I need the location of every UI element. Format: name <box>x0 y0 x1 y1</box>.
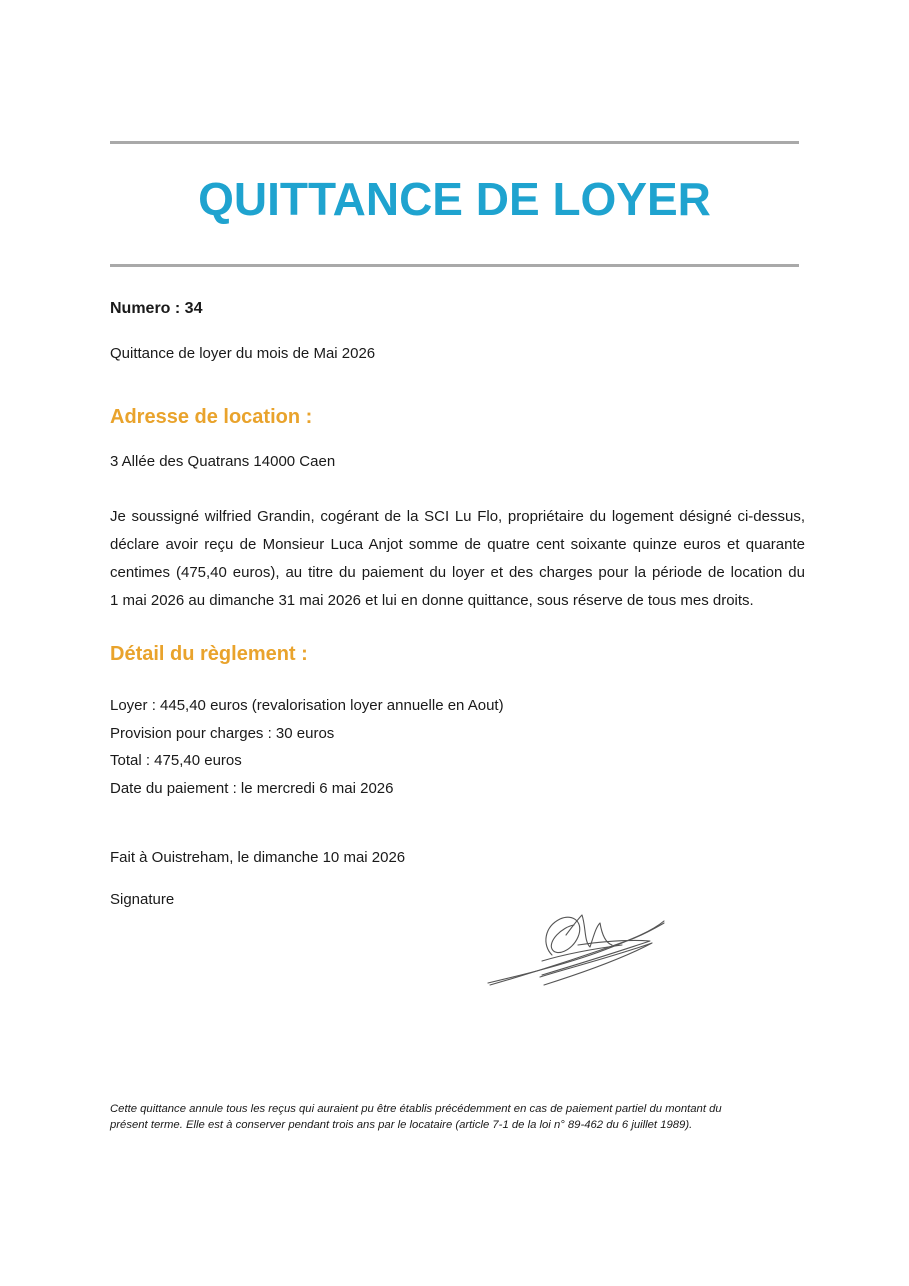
rental-address: 3 Allée des Quatrans 14000 Caen <box>110 453 336 470</box>
receipt-number: Numero : 34 <box>110 300 203 317</box>
declaration-line: 1 mai 2026 au dimanche 31 mai 2026 et lui en donne quittance, sous réserve de tous mes droits. <box>110 592 754 609</box>
declaration-paragraph <box>110 503 805 615</box>
detail-total: Total : 475,40 euros <box>110 752 242 769</box>
detail-payment-date: Date du paiement : le mercredi 6 mai 2026 <box>110 780 394 797</box>
place-and-date: Fait à Ouistreham, le dimanche 10 mai 2026 <box>110 849 406 866</box>
footer-note-line: présent terme. Elle est à conserver pendant trois ans par le locataire (article 7-1 de la loi n° 89-462 du 6 juillet 1989). <box>110 1119 693 1131</box>
footer-legal-note <box>110 1101 799 1133</box>
top-divider <box>110 141 799 144</box>
detail-rent: Loyer : 445,40 euros (revalorisation loyer annuelle en Aout) <box>110 697 504 714</box>
document-title: QUITTANCE DE LOYER <box>198 173 711 225</box>
footer-note-line: Cette quittance annule tous les reçus qui auraient pu être établis précédemment en cas de paiement partiel du montant du <box>110 1103 722 1115</box>
payment-detail-heading: Détail du règlement : <box>110 643 308 665</box>
address-heading: Adresse de location : <box>110 406 313 428</box>
declaration-line: déclare avoir reçu de Monsieur Luca Anjot somme de quatre cent soixante quinze euros et quarante <box>110 536 805 553</box>
signature-label: Signature <box>110 891 175 908</box>
declaration-line: centimes (475,40 euros), au titre du paiement du loyer et des charges pour la période de location du <box>110 564 805 581</box>
receipt-month: Quittance de loyer du mois de Mai 2026 <box>110 345 376 362</box>
handwritten-signature <box>482 905 672 1000</box>
detail-charges: Provision pour charges : 30 euros <box>110 725 335 742</box>
bottom-divider <box>110 264 799 267</box>
declaration-line: Je soussigné wilfried Grandin, cogérant de la SCI Lu Flo, propriétaire du logement désigné ci-dessus, <box>110 508 805 525</box>
